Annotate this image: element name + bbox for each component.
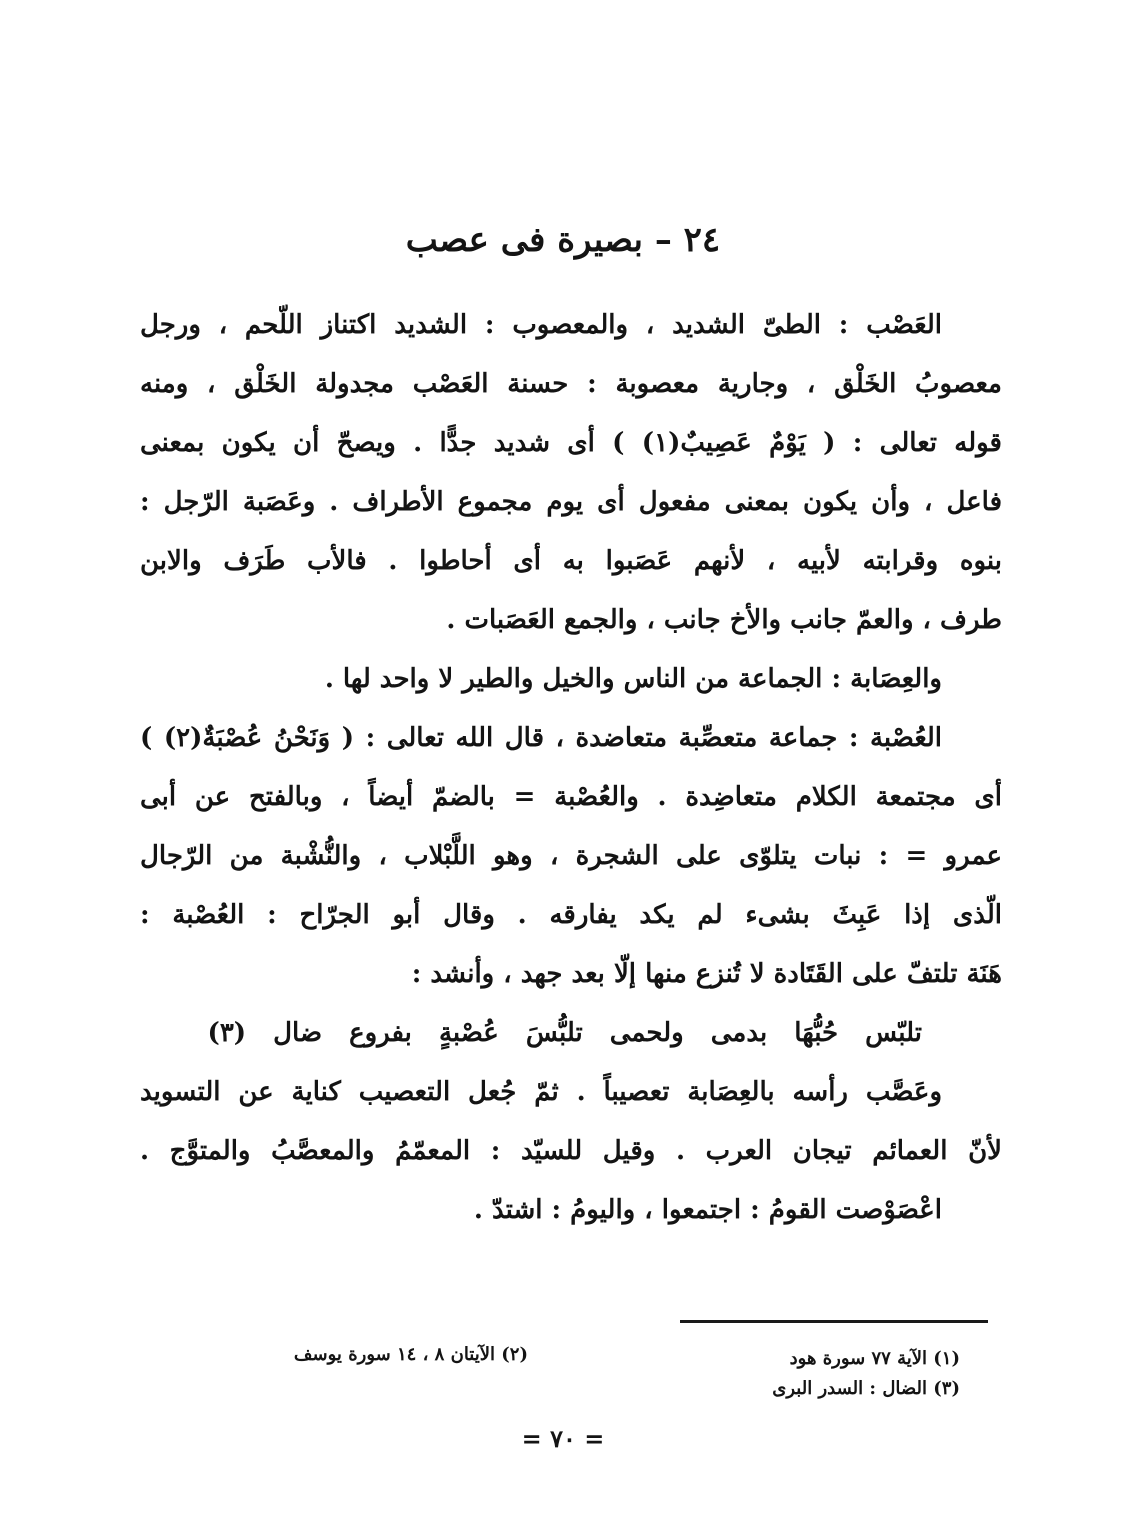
text-line: لأنّ العمائم تيجان العرب . وقيل للسيّد : المعمّمُ والمعصَّبُ والمتوَّج . [140,1136,1002,1166]
text-line: أى مجتمعة الكلام متعاضِدة . والعُصْبة = بالضمّ أيضاً ، وبالفتح عن أبى [140,782,1002,812]
page-number: = ٧٠ = [521,1424,605,1453]
text-line: عمرو = : نبات يتلوّى على الشجرة ، وهو اللَّبْلاب ، والنُّشْبة من الرّجال [140,841,1002,871]
text-line: قوله تعالى : ( يَوْمٌ عَصِيبٌ(١) ) أى شديد جدًّا . ويصحّ أن يكون بمعنى [140,428,1002,458]
text-line: تلبّس حُبُّهَا بدمى ولحمى تلبُّسَ عُصْبةٍ بفروع ضال (٣) [207,1018,922,1048]
text-line: الّذى إذا عَبِثَ بشىء لم يكد يفارقه . وقال أبو الجرّاح : العُصْبة : [140,900,1002,930]
footnote-separator [680,1320,988,1323]
footnote-3: (٣) الضال : السدر البرى [772,1378,960,1399]
text-line: والعِصَابة : الجماعة من الناس والخيل والطير لا واحد لها . [324,664,942,694]
text-line: اعْصَوْصت القومُ : اجتمعوا ، واليومُ : اشتدّ . [473,1195,942,1225]
text-line: وعَصَّب رأسه بالعِصَابة تعصيباً . ثمّ جُعل التعصيب كناية عن التسويد [140,1077,942,1107]
text-line: طرف ، والعمّ جانب والأخ جانب ، والجمع العَصَبات . [446,605,1002,635]
text-line: العَصْب : الطىّ الشديد ، والمعصوب : الشديد اكتناز اللّحم ، ورجل [140,310,942,340]
footnote-2: (٢) الآيتان ٨ ، ١٤ سورة يوسف [293,1344,528,1365]
text-line: معصوبُ الخَلْق ، وجارية معصوبة : حسنة العَصْب مجدولة الخَلْق ، ومنه [140,369,1002,399]
text-line: هَنَة تلتفّ على القَتَادة لا تُنزع منها إلّا بعد جهد ، وأنشد : [411,959,1002,989]
text-line: العُصْبة : جماعة متعصِّبة متعاضدة ، قال الله تعالى : ( وَنَحْنُ عُصْبَةٌ(٢) ) [140,723,943,753]
body-text [140,296,1002,1240]
text-line: بنوه وقرابته لأبيه ، لأنهم عَصَبوا به أى أحاطوا . فالأب طَرَف والابن [140,546,1002,576]
page-title: ٢٤ – بصيرة فى عصب [405,220,721,260]
footnote-1: (١) الآية ٧٧ سورة هود [789,1348,960,1369]
text-line: فاعل ، وأن يكون بمعنى مفعول أى يوم مجموع الأطراف . وعَصَبة الرّجل : [140,487,1002,517]
